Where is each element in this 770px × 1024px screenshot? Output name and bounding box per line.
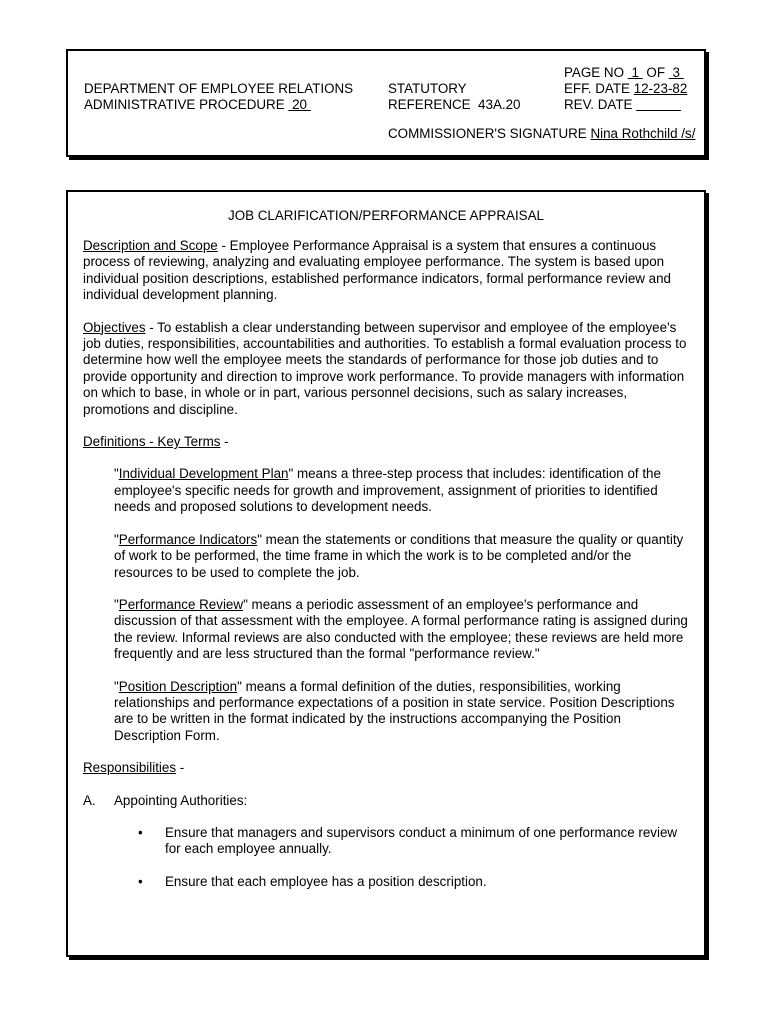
definition-item xyxy=(114,679,689,745)
quote-mark: " xyxy=(114,596,119,612)
rev-date-label: REV. DATE xyxy=(564,97,633,112)
eff-date-line xyxy=(564,81,687,97)
page-no-value: 1 xyxy=(631,65,639,80)
definitions-heading-line xyxy=(83,434,689,450)
scope-paragraph xyxy=(83,238,689,304)
definition-term: Individual Development Plan xyxy=(118,466,289,482)
signature-line xyxy=(388,126,695,142)
page-no-label: PAGE NO xyxy=(564,65,625,80)
rev-date-blank xyxy=(636,97,681,112)
document-title: JOB CLARIFICATION/PERFORMANCE APPRAISAL xyxy=(228,208,544,223)
definition-item xyxy=(114,532,689,581)
item-a-text: Appointing Authorities: xyxy=(114,792,248,808)
definitions-suffix: - xyxy=(220,434,229,450)
objectives-heading: Objectives xyxy=(83,319,146,335)
bullet-icon: • xyxy=(138,824,143,840)
page-number-line xyxy=(564,65,684,81)
list-item-a xyxy=(83,793,689,809)
item-a-label: A. xyxy=(83,792,96,808)
signature-value: Nina Rothchild /s/ xyxy=(590,126,696,141)
body-box xyxy=(66,190,706,957)
scope-heading: Description and Scope xyxy=(83,238,218,253)
definition-item xyxy=(114,466,689,515)
definition-term: Position Description xyxy=(118,678,238,694)
responsibilities-suffix: - xyxy=(176,760,185,776)
reference-label: REFERENCE xyxy=(388,97,471,112)
bullet-text: Ensure that each employee has a position description. xyxy=(165,873,487,889)
document-content xyxy=(83,238,689,906)
header-box xyxy=(66,49,706,157)
signature-label: COMMISSIONER'S SIGNATURE xyxy=(388,126,587,141)
of-label: OF xyxy=(646,65,666,80)
quote-mark: " xyxy=(114,466,119,482)
procedure-line xyxy=(84,97,311,113)
definition-text: " means a three-step process that includes: identification of the employee's specific needs for growth and improvement, assignment of priorities to identified needs and proposed solutions to development needs. xyxy=(114,466,661,515)
definition-term: Performance Indicators xyxy=(118,531,258,547)
objectives-text: - To establish a clear understanding between supervisor and employee of the employee's job duties, responsibilities, accountabilities and authorities. To establish a formal evaluation process to determine how well the employee meets the standards of performance for those job duties and to provide opportunity and direction to improve work performance. To provide managers with information on which to base, in whole or in part, various personnel decisions, such as salary increases, promotions and discipline. xyxy=(83,319,687,417)
bullet-item xyxy=(138,874,689,890)
quote-mark: " xyxy=(114,531,119,547)
bullet-icon: • xyxy=(138,873,143,889)
responsibilities-heading-line xyxy=(83,760,689,776)
responsibilities-heading: Responsibilities xyxy=(83,760,177,776)
definitions-heading: Definitions - Key Terms xyxy=(83,434,221,450)
procedure-number: 20 xyxy=(292,97,308,112)
procedure-label: ADMINISTRATIVE PROCEDURE xyxy=(84,97,285,112)
eff-date-label: EFF. DATE xyxy=(564,81,630,96)
page-total-value: 3 xyxy=(672,65,680,80)
definition-term: Performance Review xyxy=(118,596,244,612)
definition-text: " mean the statements or conditions that measure the quality or quantity of work to be performed, the time frame in which the work is to be completed and/or the resources to be used to complete the job. xyxy=(114,531,684,580)
definition-text: " means a periodic assessment of an employee's performance and discussion of that assessment with the employee. A formal performance rating is assigned during the review. Informal reviews are also conducted with the employee; these reviews are held more frequently and are less structured than the formal "performance review." xyxy=(114,596,688,662)
quote-mark: " xyxy=(114,678,119,694)
definition-text: " means a formal definition of the duties, responsibilities, working relationships and performance expectations of a position in state service. Position Descriptions are to be written in the format indicated by the instructions accompanying the Position Description Form. xyxy=(114,678,675,743)
scope-text: - Employee Performance Appraisal is a system that ensures a continuous process of reviewing, analyzing and evaluating employee performance. The system is based upon individual position descriptions, established performance indicators, formal performance review and individual development planning. xyxy=(83,238,671,303)
eff-date-value: 12-23-82 xyxy=(633,81,688,96)
bullet-item xyxy=(138,825,689,858)
reference-value: 43A.20 xyxy=(478,97,521,112)
reference-line xyxy=(388,97,521,113)
definition-item xyxy=(114,597,689,663)
objectives-paragraph xyxy=(83,320,689,418)
statutory-label: STATUTORY xyxy=(388,81,467,96)
department-line: DEPARTMENT OF EMPLOYEE RELATIONS xyxy=(84,81,354,96)
bullet-text: Ensure that managers and supervisors conduct a minimum of one performance review for each employee annually. xyxy=(165,824,678,857)
rev-date-line xyxy=(564,97,681,113)
